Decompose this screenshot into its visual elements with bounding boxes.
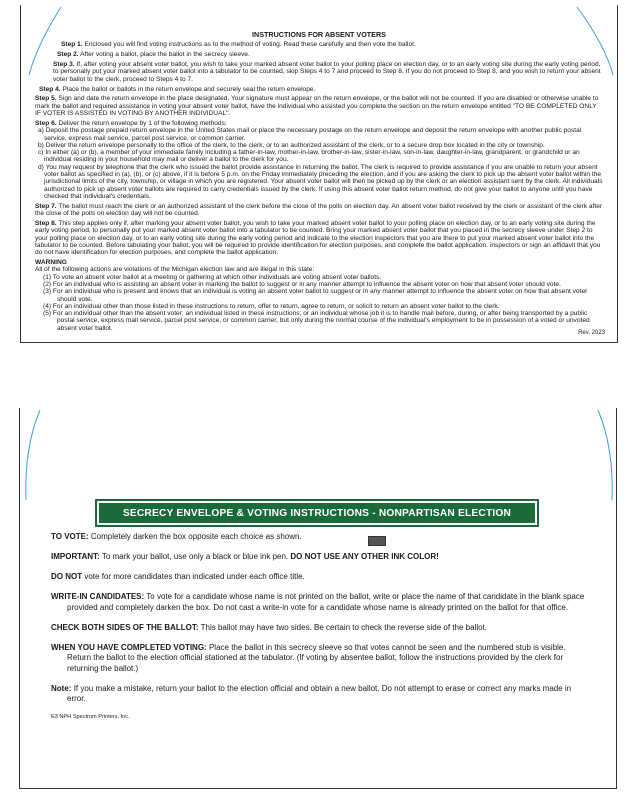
instructions-title: INSTRUCTIONS FOR ABSENT VOTERS [252, 30, 386, 39]
step-3: Step 3. If, after voting your absent voter ballot, you wish to take your marked absent voter ballot to your polling place on election day, or to an early voting site during the early voting period, to personally put your marked absent voter ballot into a tabulator to be counted, skip Steps 4 to 7 and proceed to Step 8. If you do not proceed to Step 8, and you wish to return your absent voter ballot to the clerk, proceed to Steps 4 to 7. [53, 61, 601, 83]
warning-item: (3) For an individual who is present and knows that an individual is voting an absent voter ballot to suggest or in any manner attempt to influence the absent voter on how that absent voter should vote. [43, 288, 588, 303]
do-not-instruction: DO NOT vote for more candidates than indicated under each office title. [51, 572, 305, 581]
step-6-option-d: d) You may request by telephone that the clerk who issued the ballot provide assistance in returning the ballot. The clerk is required to provide assistance if you are unable to return your absent voter ballot as specified in (a), (b), or (c) above, if it is before 5 p.m. on the Friday immediately preceding the election, and if you are asking the clerk to pick up the absent voter ballot within the jurisdictional limits of the city, township, or village in which you are registered. Your absent voter ballot will then be picked up by the clerk or an election assistant sent by the clerk. All individuals authorized to pick up absent voter ballots are required to carry credentials issued by the clerk. If using this absent voter ballot return method, do not give your ballot to anyone until you have checked that individual's credentials. [38, 163, 603, 200]
printer-credit: E3 NPH Spectrum Printers, Inc. [51, 714, 130, 720]
warning-intro: All of the following actions are violations of the Michigan election law and are illegal in this state: [35, 266, 315, 274]
step-6-option-a: a) Deposit the postage prepaid return envelope in the United States mail or place the necessary postage on the return envelope and deposit the return envelope with another public postal service, express mail service, parcel post service, or common carrier. [38, 127, 582, 142]
write-in-instruction: WRITE-IN CANDIDATES: To vote for a candidate whose name is not printed on the ballot, write or place the name of that candidate in the blank space provided and completely darken the box. Do not cast a write-in vote for a candidate whose name is already printed on the ballot for that office. [51, 592, 585, 612]
step-2: Step 2. After voting a ballot, place the ballot in the secrecy sleeve. [57, 51, 250, 59]
instructions-body [21, 5, 617, 332]
step-6-option-b: b) Deliver the return envelope personally to the office of the clerk, to the clerk, or to an authorized assistant of the clerk, or to a secure drop box located in the city or township. [38, 141, 545, 149]
step-8: Step 8. This step applies only if, after marking your absent voter ballot, you wish to take your marked absent voter ballot to your polling place on election day, or to an early voting site during the early voting period, to personally put your marked absent voter ballot into a tabulator to be counted. Bring your marked absent voter ballot that you placed in the secrecy sleeve under Step 2 to your polling place on election day, or to an early voting site during the early voting period and indicate to the election inspectors that you are there to put your marked absent voter ballot into the tabulator to be counted. Before tabulating your ballot, you will be required to provide identification for election purposes, and complete the ballot application. inspectors or sign an affidavit that you do not have identification for election purposes, and complete the ballot application. [35, 219, 601, 257]
step-6-option-c: c) In either (a) or (b), a member of your immediate family including a father-in-law, mother-in-law, brother-in-law, sister-in-law, son-in-law, daughter-in-law, grandparent, or grandchild or an individual residing in your household may mail or deliver a ballot to the clerk for you. [38, 149, 580, 164]
warning-item: (1) To vote an absent voter ballot at a meeting or gathering at which other individuals are voting absent voter ballots. [43, 273, 382, 281]
secrecy-envelope-banner: SECRECY ENVELOPE & VOTING INSTRUCTIONS - NONPARTISAN ELECTION [98, 502, 536, 524]
completed-voting-instruction: WHEN YOU HAVE COMPLETED VOTING: Place the ballot in this secrecy sleeve so that votes cannot be seen and the numbered stub is visible. Return the ballot to the election official stationed at the tabulator. (If voting by absentee ballot, follow the instructions provided by the clerk for returning the ballot.) [51, 642, 566, 673]
step-7: Step 7. The ballot must reach the clerk or an authorized assistant of the clerk before the close of the polls on election day. An absent voter ballot received by the clerk or assistant of the clerk after the close of the polls on election day will not be counted. [35, 202, 603, 218]
warning-item: (5) For an individual other than the absent voter; an individual listed in these instructions; or an individual whose job it is to handle mail before, during, or after being transported by a public postal service, express mail service, parcel post service, or common carrier, but only during the normal course of the individual's employment to be in possession of a voted or unvoted absent voter ballot. [43, 310, 590, 332]
step-4: Step 4. Place the ballot or ballots in the return envelope and securely seal the return envelope. [39, 85, 316, 93]
to-vote-instruction: TO VOTE: Completely darken the box opposite each choice as shown. [51, 532, 302, 541]
warning-title: WARNING [35, 259, 67, 267]
warning-item: (4) For an individual other than those listed in these instructions to return, offer to return, agree to return, or solicit to return an absent voter ballot to the clerk. [43, 302, 500, 310]
step-1: Step 1. Enclosed you will find voting instructions as to the method of voting. Read these carefully and then vote the ballot. [61, 41, 416, 49]
warning-item: (2) For an individual who is assisting an absent voter in marking the ballot to suggest or in any manner attempt to influence the absent voter on how that absent voter should vote. [43, 280, 561, 288]
voting-instructions-body [51, 532, 591, 723]
step-5: Step 5. Sign and date the return envelope in the place designated. Your signature must appear on the return envelope, or the ballot will not be counted. If you are disabled or otherwise unable to mark the ballot and required assistance in voting your absent voter ballot, have the individual who assisted you complete the section on the return envelope entitled "TO BE COMPLETED ONLY IF VOTER IS ASSISTED IN VOTING BY ANOTHER INDIVIDUAL". [35, 95, 599, 118]
secrecy-envelope-panel [19, 408, 617, 789]
important-instruction: IMPORTANT: To mark your ballot, use only a black or blue ink pen. DO NOT USE ANY OTHER INK COLOR! [51, 552, 439, 561]
warning-list [35, 274, 603, 332]
revision-label: Rev. 2023 [578, 330, 605, 336]
step-6: Step 6. Deliver the return envelope by 1 of the following methods: [35, 119, 227, 127]
check-both-sides-instruction: CHECK BOTH SIDES OF THE BALLOT: This ballot may have two sides. Be certain to check the reverse side of the ballot. [51, 622, 488, 632]
step-6-options [35, 127, 603, 200]
note-instruction: Note: If you make a mistake, return your ballot to the election official and obtain a new ballot. Do not attempt to erase or correct any marks made in error. [51, 683, 572, 703]
absent-voter-instructions-panel [20, 5, 618, 343]
